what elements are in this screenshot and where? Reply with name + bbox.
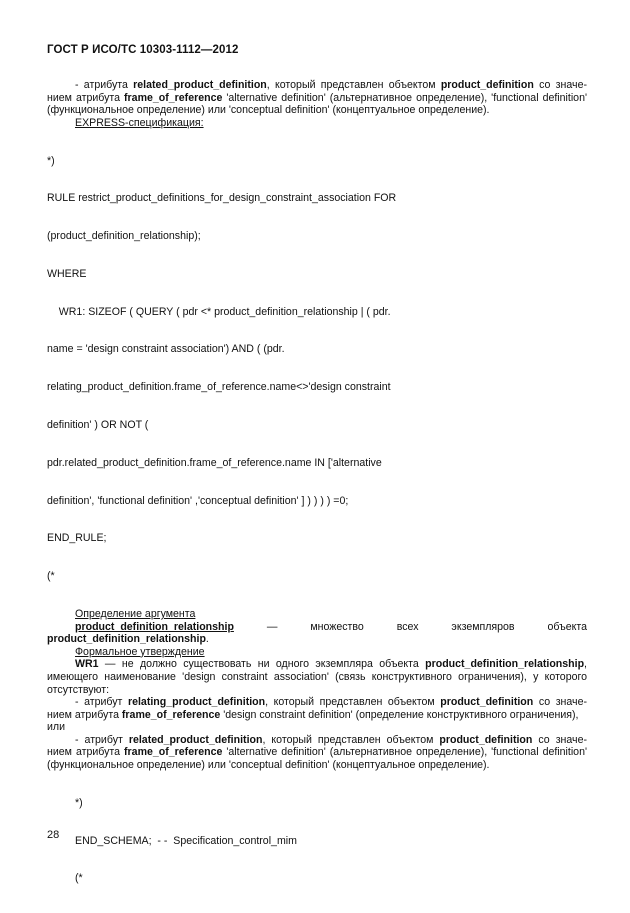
code-line: pdr.related_product_definition.frame_of_reference.name IN ['alternative xyxy=(47,456,382,469)
paragraph-related-attribute: - атрибута related_product_definition, который представлен объектом product_definition со значе-нием атрибута frame_of_reference 'alternative definition' (альтернативное определение), 'functional definition' (функциональное определение) или 'conceptual definition' (концептуальное определение). xyxy=(47,79,587,117)
code-line: END_RULE; xyxy=(47,532,107,545)
code-line: relating_product_definition.frame_of_reference.name<>'design constraint xyxy=(47,381,391,394)
code-line: definition' ) OR NOT ( xyxy=(47,419,149,432)
wr1-statement: WR1 — не должно существовать ни одного экземпляра объекта product_definition_relationship, имеющего наименование 'design constraint association' (связь конструктивного ограничения), у которого отсутствуют: xyxy=(47,658,587,696)
express-spec-label: EXPRESS-спецификация: xyxy=(75,116,204,129)
argument-definition: product_definition_relationship — множество всех экземпляров объекта product_definition_relationship. xyxy=(47,620,587,646)
code-line: WHERE xyxy=(47,267,87,280)
code-line: RULE restrict_product_definitions_for_design_constraint_association FOR xyxy=(47,192,397,205)
code-line: END_SCHEMA; - - Specification_control_mim xyxy=(75,834,297,847)
code-line: WR1: SIZEOF ( QUERY ( pdr <* product_definition_relationship | ( pdr. xyxy=(47,305,391,318)
page-header-title: ГОСТ Р ИСО/ТС 10303-1112—2012 xyxy=(47,44,239,56)
code-line: (* xyxy=(75,872,83,885)
document-body xyxy=(47,79,587,910)
formal-statement-heading: Формальное утверждение xyxy=(75,645,205,658)
code-line: (* xyxy=(47,570,55,583)
schema-end-block xyxy=(47,772,587,911)
argument-definition-heading: Определение аргумента xyxy=(75,607,196,620)
code-line: *) xyxy=(47,154,55,167)
code-line: (product_definition_relationship); xyxy=(47,230,201,243)
paragraph-relating-attribute: - атрибут relating_product_definition, который представлен объектом product_definition со значе-нием атрибута frame_of_reference 'design constraint definition' (определение конструктивного ограничения), xyxy=(47,696,587,721)
page-number: 28 xyxy=(47,829,60,841)
paragraph-related-attribute-2: - атрибут related_product_definition, который представлен объектом product_definition со значе-нием атрибута frame_of_reference 'alternative definition' (альтернативное определение), 'functional definition' (функциональное определение) или 'conceptual definition' (концептуальное определение). xyxy=(47,733,587,772)
express-code-block xyxy=(47,129,587,608)
or-conjunction: или xyxy=(47,721,66,734)
code-line: definition', 'functional definition' ,'conceptual definition' ] ) ) ) ) =0; xyxy=(47,494,349,507)
code-line: *) xyxy=(75,796,83,809)
code-line: name = 'design constraint association') AND ( (pdr. xyxy=(47,343,285,356)
